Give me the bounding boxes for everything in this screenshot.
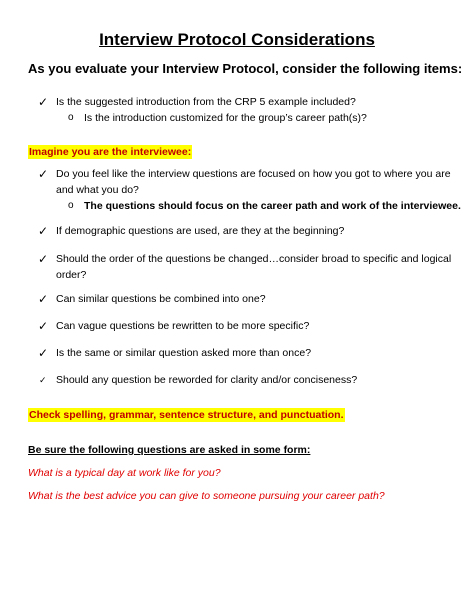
checklist-item-text: Can vague questions be rewritten to be more specific? xyxy=(56,320,310,332)
checklist-item-text: Is the same or similar question asked more than once? xyxy=(56,347,312,359)
checklist-item xyxy=(38,223,460,239)
checklist-item xyxy=(39,372,460,388)
check-spelling-label: Check spelling, grammar, sentence structure, and punctuation. xyxy=(29,409,344,421)
checklist-item-text: Should the order of the questions be changed…consider broad to specific and logical order? xyxy=(56,253,452,281)
checklist-subitem-intro xyxy=(68,110,367,126)
check-mark-icon: ✓ xyxy=(38,292,49,306)
checklist-item xyxy=(38,166,460,198)
checklist-item xyxy=(38,318,460,334)
checklist-item xyxy=(38,291,460,307)
check-mark-icon: ✓ xyxy=(39,375,47,385)
checklist-subitem-text: Is the introduction customized for the group’s career path(s)? xyxy=(84,112,367,124)
required-question: What is the best advice you can give to someone pursuing your career path? xyxy=(28,490,385,502)
interviewee-label: Imagine you are the interviewee: xyxy=(29,146,192,158)
checklist-item-text: Is the suggested introduction from the CRP 5 example included? xyxy=(56,96,356,108)
checklist-subitem xyxy=(68,198,461,214)
checklist-item-text: If demographic questions are used, are they at the beginning? xyxy=(56,225,345,237)
checklist-item-intro xyxy=(38,94,456,110)
hollow-circle-icon: o xyxy=(68,112,74,123)
checklist-item-text: Can similar questions be combined into one? xyxy=(56,293,266,305)
check-mark-icon: ✓ xyxy=(38,319,49,333)
checklist-item xyxy=(38,251,460,283)
check-mark-icon: ✓ xyxy=(38,95,49,109)
required-question: What is a typical day at work like for you? xyxy=(28,467,221,479)
checklist-item-text: Should any question be reworded for clarity and/or conciseness? xyxy=(56,374,358,386)
checklist-item xyxy=(38,345,460,361)
check-mark-icon: ✓ xyxy=(38,346,49,360)
check-mark-icon: ✓ xyxy=(38,224,49,238)
checklist-item-text: Do you feel like the interview questions are focused on how you got to where you are and what you do? xyxy=(56,168,451,196)
checklist-subitem-text: The questions should focus on the career path and work of the interviewee. xyxy=(84,200,461,212)
required-questions-label: Be sure the following questions are asked in some form: xyxy=(28,444,311,456)
page-title: Interview Protocol Considerations xyxy=(99,30,375,49)
check-mark-icon: ✓ xyxy=(38,167,49,181)
page-subtitle: As you evaluate your Interview Protocol, consider the following items: xyxy=(28,61,463,76)
check-mark-icon: ✓ xyxy=(38,252,49,266)
hollow-circle-icon: o xyxy=(68,200,74,211)
